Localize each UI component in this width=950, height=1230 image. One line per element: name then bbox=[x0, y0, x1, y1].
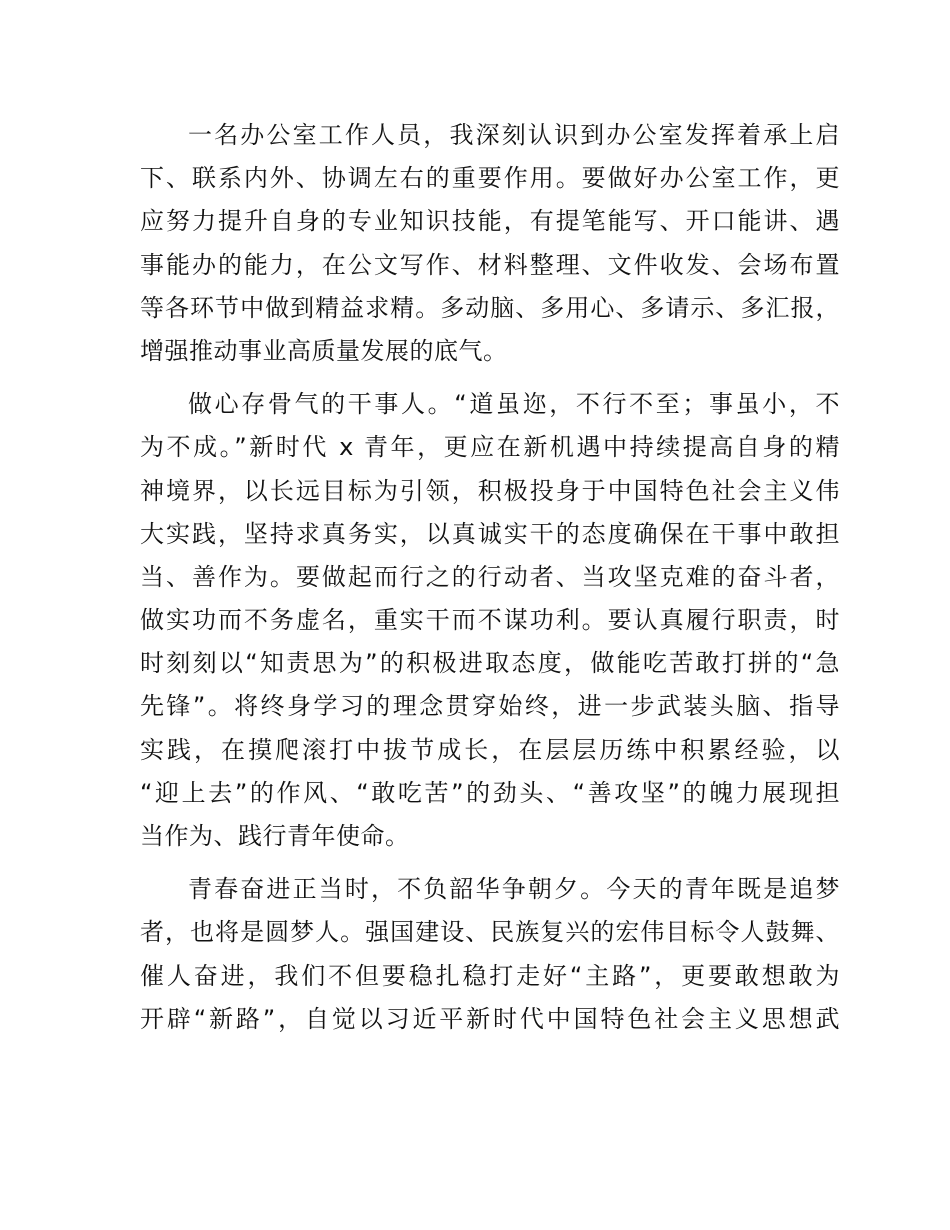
text-line: 大实践，坚持求真务实，以真诚实干的态度确保在干事中敢担 bbox=[140, 519, 840, 548]
text-line: 做实功而不务虚名，重实干而不谋功利。要认真履行职责，时 bbox=[140, 606, 840, 635]
text-line: 催人奋进，我们不但要稳扎稳打走好“主路”，更要敢想敢为 bbox=[140, 961, 840, 990]
text-line: 当、善作为。要做起而行之的行动者、当攻坚克难的奋斗者， bbox=[140, 562, 840, 591]
text-line: 实践，在摸爬滚打中拔节成长，在层层历练中积累经验，以 bbox=[140, 735, 840, 764]
text-line: 一名办公室工作人员，我深刻认识到办公室发挥着承上启 bbox=[188, 121, 840, 149]
text-line: 等各环节中做到精益求精。多动脑、多用心、多请示、多汇报， bbox=[140, 293, 840, 322]
text-line: 事能办的能力，在公文写作、材料整理、文件收发、会场布置 bbox=[140, 250, 840, 279]
paragraph-1 bbox=[140, 114, 840, 373]
text-line: 开辟“新路”，自觉以习近平新时代中国特色社会主义思想武 bbox=[140, 1004, 840, 1033]
text-line: “迎上去”的作风、“敢吃苦”的劲头、“善攻坚”的魄力展现担 bbox=[140, 778, 840, 807]
text-line: 青春奋进正当时，不负韶华争朝夕。今天的青年既是追梦 bbox=[188, 875, 840, 904]
text-line: 应努力提升自身的专业知识技能，有提笔能写、开口能讲、遇 bbox=[140, 207, 840, 236]
text-line: 神境界，以长远目标为引领，积极投身于中国特色社会主义伟 bbox=[140, 476, 840, 505]
document-body bbox=[140, 114, 840, 1051]
text-line: 者，也将是圆梦人。强国建设、民族复兴的宏伟目标令人鼓舞、 bbox=[140, 918, 840, 947]
paragraph-3 bbox=[140, 868, 840, 1041]
text-line: 当作为、践行青年使命。 bbox=[140, 822, 410, 850]
text-line: 时刻刻以“知责思为”的积极进取态度，做能吃苦敢打拼的“急 bbox=[140, 649, 840, 678]
text-line: 下、联系内外、协调左右的重要作用。要做好办公室工作，更 bbox=[140, 164, 840, 193]
text-line: 为不成。”新时代 x 青年，更应在新机遇中持续提高自身的精 bbox=[140, 433, 840, 462]
text-line: 增强推动事业高质量发展的底气。 bbox=[140, 336, 508, 365]
text-line: 先锋”。将终身学习的理念贯穿始终，进一步武装头脑、指导 bbox=[140, 692, 840, 721]
text-line: 做心存骨气的干事人。“道虽迩，不行不至；事虽小，不 bbox=[188, 390, 840, 419]
paragraph-2 bbox=[140, 383, 840, 858]
